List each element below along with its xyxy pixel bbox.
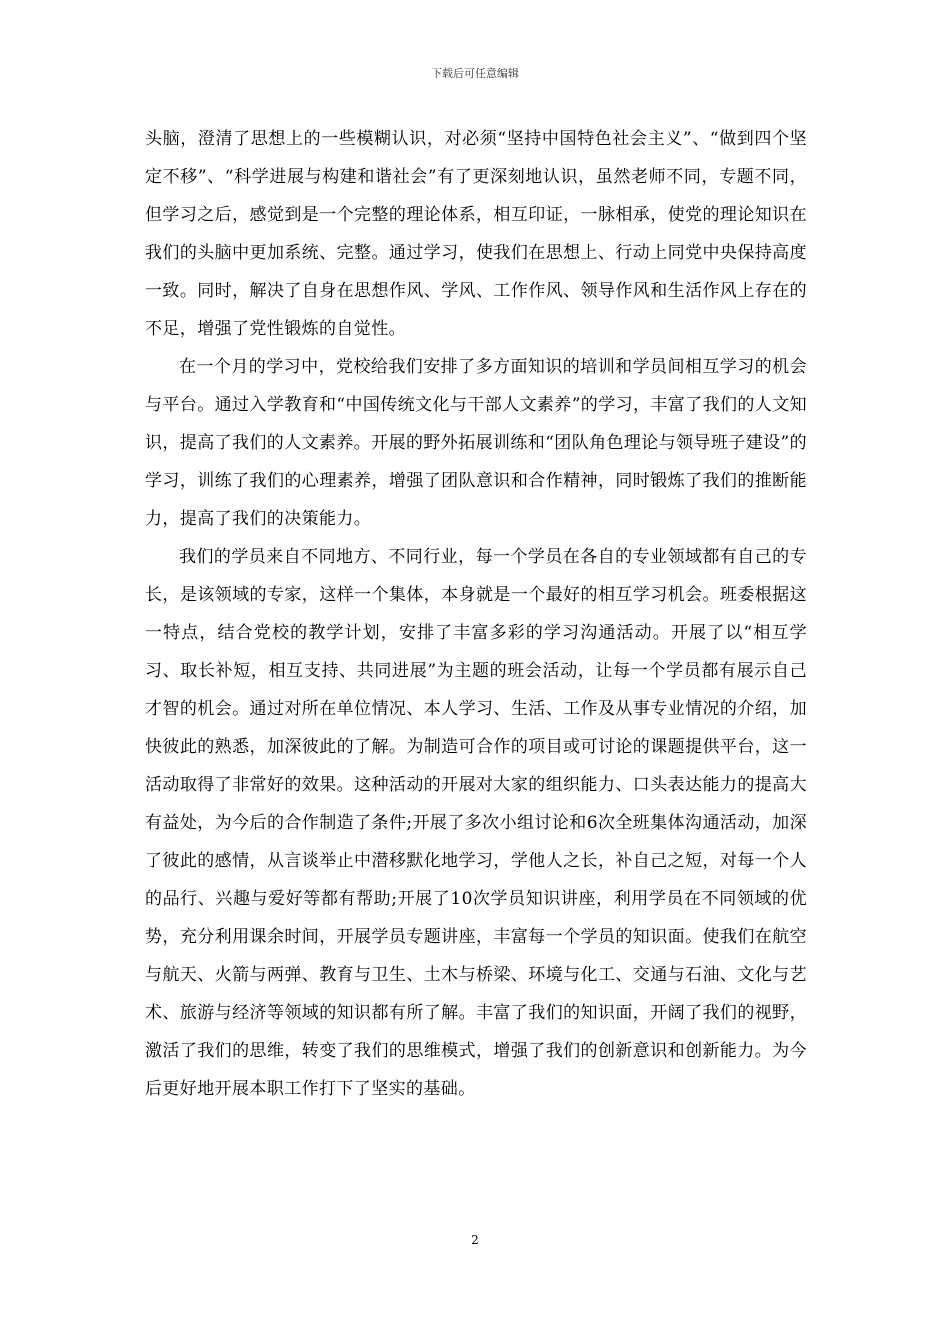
page-number: 2 <box>471 1233 479 1247</box>
paragraph-continued: 头脑，澄清了思想上的一些模糊认识，对必须“坚持中国特色社会主义”、“做到四个坚定不移”、“科学进展与构建和谐社会”有了更深刻地认识，虽然老师不同，专题不同，但学习之后，感觉到是一个完整的理论体系，相互印证，一脉相承，使党的理论知识在我们的头脑中更加系统、完整。通过学习，使我们在思想上、行动上同党中央保持高度一致。同时，解决了自身在思想作风、学风、工作作风、领导作风和生活作风上存在的不足，增强了党性锻炼的自觉性。 <box>145 129 807 339</box>
page-header: 下载后可任意编辑 <box>431 67 519 80</box>
paragraph: 我们的学员来自不同地方、不同行业，每一个学员在各自的专业领域都有自己的专长，是该领域的专家，这样一个集体，本身就是一个最好的相互学习机会。班委根据这一特点，结合党校的教学计划，安排了丰富多彩的学习沟通活动。开展了以“相互学习、取长补短，相互支持、共同进展”为主题的班会活动，让每一个学员都有展示自己才智的机会。通过对所在单位情况、本人学习、生活、工作及从事专业情况的介绍，加快彼此的熟悉，加深彼此的了解。为制造可合作的项目或可讨论的课题提供平台，这一活动取得了非常好的效果。这种活动的开展对大家的组织能力、口头表达能力的提高大有益处，为今后的合作制造了条件;开展了多次小组讨论和6次全班集体沟通活动，加深了彼此的感情，从言谈举止中潜移默化地学习，学他人之长，补自己之短，对每一个人的品行、兴趣与爱好等都有帮助;开展了10次学员知识讲座，利用学员在不同领域的优势，充分利用课余时间，开展学员专题讲座，丰富每一个学员的知识面。使我们在航空与航天、火箭与两弹、教育与卫生、土木与桥梁、环境与化工、交通与石油、文化与艺术、旅游与经济等领域的知识都有所了解。丰富了我们的知识面，开阔了我们的视野，激活了我们的思维，转变了我们的思维模式，增强了我们的创新意识和创新能力。为今后更好地开展本职工作打下了坚实的基础。 <box>145 547 807 1099</box>
paragraph: 在一个月的学习中，党校给我们安排了多方面知识的培训和学员间相互学习的机会与平台。通过入学教育和“中国传统文化与干部人文素养”的学习，丰富了我们的人文知识，提高了我们的人文素养。开展的野外拓展训练和“团队角色理论与领导班子建设”的学习，训练了我们的心理素养，增强了团队意识和合作精神，同时锻炼了我们的推断能力，提高了我们的决策能力。 <box>145 357 807 529</box>
document-body <box>145 120 807 1108</box>
